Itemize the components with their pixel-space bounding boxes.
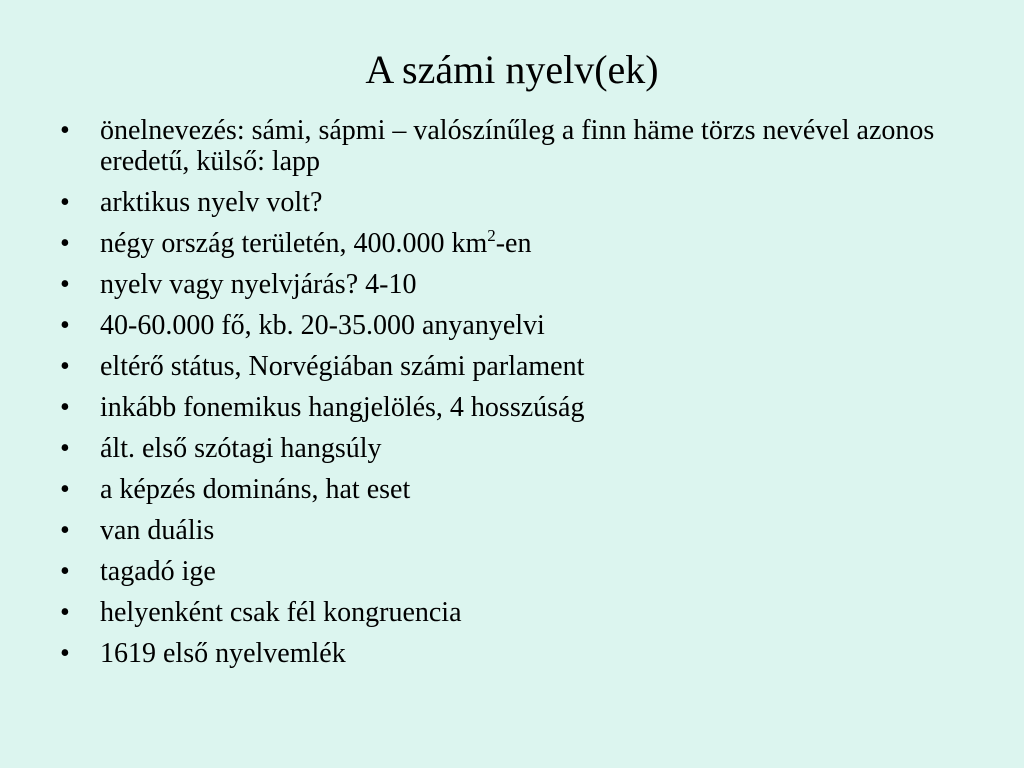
list-item <box>56 515 956 546</box>
bullet-icon: • <box>60 515 70 546</box>
list-item <box>56 597 956 628</box>
bullet-icon: • <box>60 115 70 146</box>
bullet-text: a képzés domináns, hat eset <box>100 474 411 505</box>
bullet-icon: • <box>60 187 70 218</box>
bullet-icon: • <box>60 269 70 300</box>
bullet-text: van duális <box>100 515 215 546</box>
list-item <box>56 115 956 177</box>
bullet-text <box>100 228 532 259</box>
bullet-icon: • <box>60 556 70 587</box>
bullet-text: arktikus nyelv volt? <box>100 187 323 218</box>
list-item <box>56 351 956 382</box>
bullet-text: helyenként csak fél kongruencia <box>100 597 462 628</box>
list-item <box>56 474 956 505</box>
bullet-text: 40-60.000 fő, kb. 20-35.000 anyanyelvi <box>100 310 545 341</box>
list-item <box>56 638 956 669</box>
list-item <box>56 228 956 259</box>
bullet-text: önelnevezés: sámi, sápmi – valószínűleg a finn häme törzs nevével azonos eredetű, külső: lapp <box>100 115 935 177</box>
bullet-text: nyelv vagy nyelvjárás? 4-10 <box>100 269 417 300</box>
bullet-text: tagadó ige <box>100 556 216 587</box>
list-item <box>56 269 956 300</box>
bullet-text-after: -en <box>495 228 532 259</box>
bullet-icon: • <box>60 597 70 628</box>
list-item <box>56 392 956 423</box>
bullet-icon: • <box>60 474 70 505</box>
bullet-icon: • <box>60 310 70 341</box>
list-item <box>56 556 956 587</box>
bullet-icon: • <box>60 351 70 382</box>
bullet-icon: • <box>60 433 70 464</box>
bullet-text-before: négy ország területén, 400.000 km <box>100 228 488 259</box>
bullet-icon: • <box>60 392 70 423</box>
slide-title: A számi nyelv(ek) <box>365 47 659 92</box>
list-item <box>56 433 956 464</box>
superscript: 2 <box>487 226 496 245</box>
bullet-text: 1619 első nyelvemlék <box>100 638 346 669</box>
bullet-icon: • <box>60 228 70 259</box>
list-item <box>56 187 956 218</box>
list-item <box>56 310 956 341</box>
bullet-text: ált. első szótagi hangsúly <box>100 433 382 464</box>
bullet-icon: • <box>60 638 70 669</box>
bullet-text: inkább fonemikus hangjelölés, 4 hosszúság <box>100 392 585 423</box>
bullet-list <box>56 115 956 679</box>
bullet-text: eltérő státus, Norvégiában számi parlament <box>100 351 585 382</box>
